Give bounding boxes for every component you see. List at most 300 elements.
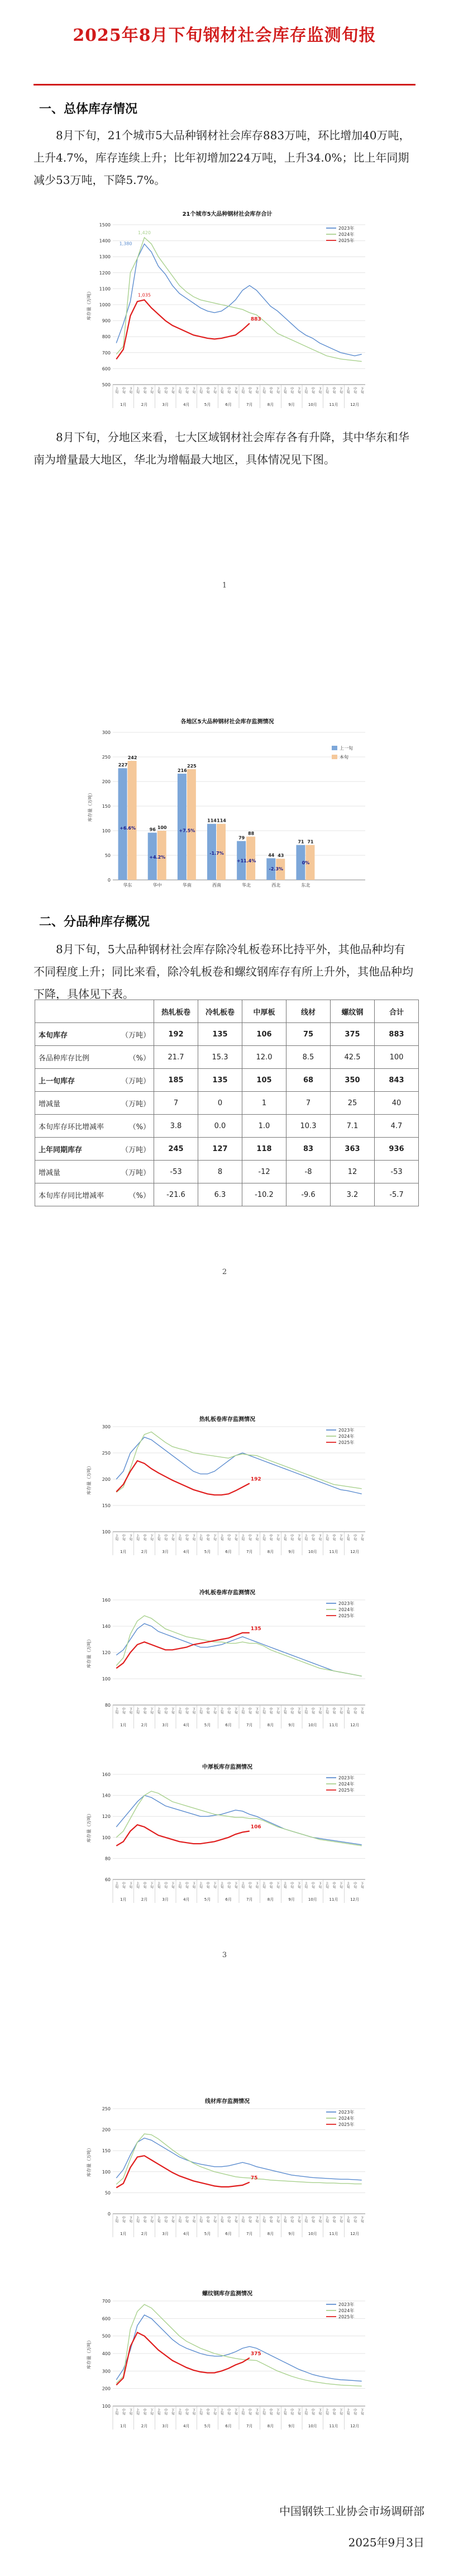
change-label: +4.2%	[149, 854, 166, 860]
x-sub-tick: 上旬	[177, 1707, 181, 1714]
table-cell: 15.3	[198, 1046, 242, 1069]
x-sub-tick: 中旬	[311, 1534, 315, 1541]
x-sub-tick: 上旬	[324, 1882, 329, 1888]
table-row	[35, 1069, 419, 1092]
x-sub-tick: 中旬	[247, 1707, 252, 1714]
row-label-text: 本旬库存同比增减率	[39, 1191, 104, 1200]
row-unit-text: （万吨）	[121, 1145, 150, 1154]
y-axis-label: 库存量（万吨）	[87, 2338, 92, 2369]
change-label: -2.3%	[269, 866, 284, 872]
x-sub-tick: 上旬	[303, 2216, 308, 2223]
legend-label: 2023年	[338, 1601, 355, 1606]
x-sub-tick: 下旬	[317, 1707, 322, 1714]
y-tick-label: 150	[102, 2148, 111, 2154]
table-cell: 375	[331, 1023, 375, 1046]
x-sub-tick: 上旬	[219, 1707, 224, 1714]
x-sub-tick: 下旬	[149, 2216, 154, 2223]
title-divider	[34, 84, 415, 86]
x-sub-tick: 下旬	[297, 1707, 301, 1714]
table-row	[35, 1023, 419, 1046]
x-sub-tick: 中旬	[247, 387, 252, 394]
x-sub-tick: 下旬	[191, 2408, 195, 2415]
row-label-text: 各品种库存比例	[39, 1054, 90, 1063]
row-label-text: 上一旬库存	[39, 1077, 75, 1086]
x-month-label: 2月	[141, 2424, 148, 2428]
x-sub-tick: 中旬	[226, 387, 231, 394]
x-sub-tick: 下旬	[212, 1534, 217, 1541]
chart-regions	[84, 716, 371, 897]
table-cell: 105	[242, 1069, 286, 1092]
legend-label: 本旬	[340, 755, 348, 760]
section-2-heading: 二、分品种库存概况	[39, 915, 150, 929]
x-sub-tick: 中旬	[269, 387, 273, 394]
table-cell: 6.3	[198, 1183, 242, 1206]
x-month-label: 3月	[162, 2232, 169, 2236]
series-line-2023年	[116, 1623, 361, 1676]
y-axis-label: 库存量（万吨）	[87, 2146, 92, 2177]
y-tick-label: 1400	[99, 238, 111, 244]
x-sub-tick: 中旬	[289, 2408, 294, 2415]
y-axis-label: 库存量（万吨）	[88, 790, 93, 822]
chart-plate	[84, 1761, 371, 1906]
x-sub-tick: 中旬	[163, 2408, 168, 2415]
x-month-label: 6月	[225, 402, 232, 407]
x-sub-tick: 下旬	[297, 2408, 301, 2415]
y-tick-label: 60	[104, 1877, 111, 1882]
x-sub-tick: 上旬	[346, 1882, 350, 1888]
x-sub-tick: 下旬	[338, 1534, 343, 1541]
x-month-label: 6月	[225, 1723, 232, 1727]
x-category-label: 华北	[242, 883, 251, 888]
x-sub-tick: 下旬	[149, 387, 154, 394]
x-month-label: 10月	[308, 402, 317, 407]
y-tick-label: 500	[102, 2333, 111, 2339]
x-month-label: 1月	[120, 1723, 127, 1727]
x-month-label: 7月	[246, 402, 253, 407]
x-sub-tick: 下旬	[233, 2216, 238, 2223]
y-tick-label: 250	[102, 2106, 111, 2111]
page-number: 2	[222, 1268, 227, 1276]
x-sub-tick: 中旬	[269, 2216, 273, 2223]
chart-title: 21个城市5大品种钢材社会库存合计	[182, 211, 273, 217]
x-sub-tick: 上旬	[324, 387, 329, 394]
y-tick-label: 300	[102, 1424, 111, 1429]
x-month-label: 12月	[350, 402, 360, 407]
table-cell: 245	[154, 1138, 198, 1161]
x-sub-tick: 上旬	[240, 1707, 245, 1714]
x-sub-tick: 中旬	[332, 2216, 336, 2223]
bar-value-label: 114	[217, 818, 226, 823]
x-sub-tick: 下旬	[233, 1534, 238, 1541]
table-row	[35, 1161, 419, 1183]
table-header-cell: 螺纹钢	[331, 1000, 375, 1023]
x-month-label: 4月	[183, 2424, 190, 2428]
y-tick-label: 100	[102, 828, 111, 834]
x-sub-tick: 上旬	[135, 1707, 140, 1714]
x-month-label: 6月	[225, 1550, 232, 1554]
x-sub-tick: 下旬	[317, 2408, 322, 2415]
table-row	[35, 1092, 419, 1115]
x-month-label: 9月	[288, 1550, 295, 1554]
section-1-paragraph-2: 8月下旬，分地区来看，七大区域钢材社会库存各有升降，其中华东和华南为增量最大地区，华北为增幅最大地区，具体情况见下图。	[34, 430, 409, 466]
table-row-label	[35, 1115, 154, 1138]
y-tick-label: 140	[102, 1624, 111, 1629]
x-sub-tick: 下旬	[191, 2216, 195, 2223]
bar-value-label: 43	[278, 853, 284, 859]
x-month-label: 12月	[350, 1550, 360, 1554]
bar-value-label: 79	[238, 835, 245, 841]
data-label-last: 883	[250, 316, 261, 323]
table-cell: 0.0	[198, 1115, 242, 1138]
table-cell: 8.5	[286, 1046, 331, 1069]
x-sub-tick: 下旬	[170, 1707, 175, 1714]
row-label-text: 本旬库存	[39, 1031, 68, 1040]
x-sub-tick: 中旬	[163, 1534, 168, 1541]
x-sub-tick: 下旬	[338, 2216, 343, 2223]
data-label-last: 192	[250, 1476, 261, 1483]
table-cell: 883	[375, 1023, 419, 1046]
y-tick-label: 600	[102, 366, 111, 372]
x-sub-tick: 上旬	[198, 387, 203, 394]
x-sub-tick: 上旬	[156, 1882, 161, 1888]
x-month-label: 12月	[350, 1897, 360, 1902]
x-sub-tick: 上旬	[135, 2408, 140, 2415]
x-sub-tick: 中旬	[121, 2408, 126, 2415]
x-sub-tick: 下旬	[191, 1707, 195, 1714]
x-sub-tick: 下旬	[170, 387, 175, 394]
x-sub-tick: 上旬	[177, 1534, 181, 1541]
x-sub-tick: 中旬	[311, 2216, 315, 2223]
data-label-last: 135	[250, 1626, 261, 1632]
chart-title: 中厚板库存监测情况	[202, 1764, 252, 1770]
table-cell: 7	[286, 1092, 331, 1115]
x-sub-tick: 上旬	[261, 2408, 266, 2415]
x-month-label: 9月	[288, 1897, 295, 1902]
chart-rebar	[84, 2288, 371, 2433]
inventory-table	[35, 1000, 419, 1206]
x-sub-tick: 上旬	[198, 2408, 203, 2415]
x-sub-tick: 下旬	[128, 1882, 132, 1888]
x-month-label: 7月	[246, 1550, 253, 1554]
x-sub-tick: 下旬	[212, 2408, 217, 2415]
x-month-label: 7月	[246, 1897, 253, 1902]
x-sub-tick: 上旬	[156, 2408, 161, 2415]
x-sub-tick: 下旬	[338, 1707, 343, 1714]
x-sub-tick: 中旬	[121, 1707, 126, 1714]
x-sub-tick: 下旬	[128, 2408, 132, 2415]
y-tick-label: 160	[102, 1598, 111, 1603]
x-sub-tick: 上旬	[303, 1534, 308, 1541]
x-sub-tick: 上旬	[261, 387, 266, 394]
x-sub-tick: 下旬	[275, 1534, 280, 1541]
row-unit-text: （万吨）	[121, 1168, 150, 1177]
bar-value-label: 114	[207, 818, 217, 823]
x-month-label: 10月	[308, 2424, 317, 2428]
x-sub-tick: 下旬	[360, 1534, 364, 1541]
x-month-label: 2月	[141, 1550, 148, 1554]
x-sub-tick: 上旬	[135, 387, 140, 394]
table-cell: 83	[286, 1138, 331, 1161]
x-sub-tick: 上旬	[346, 387, 350, 394]
x-month-label: 2月	[141, 1723, 148, 1727]
x-sub-tick: 下旬	[149, 1707, 154, 1714]
x-month-label: 11月	[329, 1897, 338, 1902]
y-tick-label: 1000	[99, 302, 111, 307]
page-number: 1	[222, 581, 227, 590]
y-tick-label: 600	[102, 2316, 111, 2322]
row-label-text: 上年同期库存	[39, 1145, 83, 1154]
table-cell: 843	[375, 1069, 419, 1092]
x-sub-tick: 中旬	[289, 2216, 294, 2223]
x-sub-tick: 下旬	[317, 387, 322, 394]
x-sub-tick: 上旬	[261, 1707, 266, 1714]
bar-value-label: 44	[268, 853, 275, 858]
x-month-label: 1月	[120, 2232, 127, 2236]
x-month-label: 12月	[350, 2424, 360, 2428]
x-sub-tick: 中旬	[121, 387, 126, 394]
data-label-last: 75	[250, 2175, 258, 2181]
x-month-label: 8月	[267, 402, 274, 407]
x-sub-tick: 中旬	[311, 2408, 315, 2415]
table-cell: -12	[242, 1161, 286, 1183]
x-month-label: 1月	[120, 2424, 127, 2428]
x-month-label: 5月	[204, 2424, 211, 2428]
x-sub-tick: 中旬	[269, 1707, 273, 1714]
x-sub-tick: 上旬	[114, 1707, 118, 1714]
legend-label: 2024年	[338, 1434, 355, 1439]
x-sub-tick: 下旬	[128, 1707, 132, 1714]
x-sub-tick: 中旬	[311, 1707, 315, 1714]
x-sub-tick: 中旬	[184, 1534, 189, 1541]
table-cell: 8	[198, 1161, 242, 1183]
x-month-label: 1月	[120, 402, 127, 407]
table-cell: 21.7	[154, 1046, 198, 1069]
table-row	[35, 1183, 419, 1206]
y-tick-label: 1200	[99, 270, 111, 276]
x-sub-tick: 中旬	[289, 387, 294, 394]
x-sub-tick: 中旬	[142, 1707, 146, 1714]
x-month-label: 10月	[308, 1550, 317, 1554]
legend-label: 上一旬	[340, 746, 353, 751]
y-tick-label: 800	[102, 334, 111, 340]
x-sub-tick: 中旬	[226, 1882, 231, 1888]
x-sub-tick: 上旬	[177, 1882, 181, 1888]
series-line-2025年	[116, 1825, 250, 1846]
x-sub-tick: 中旬	[311, 1882, 315, 1888]
series-line-2025年	[116, 1633, 250, 1668]
change-label: +7.5%	[179, 828, 195, 834]
x-sub-tick: 上旬	[114, 2408, 118, 2415]
x-sub-tick: 中旬	[121, 2216, 126, 2223]
bar-value-label: 100	[157, 825, 167, 830]
x-month-label: 12月	[350, 1723, 360, 1727]
table-cell: 192	[154, 1023, 198, 1046]
x-sub-tick: 上旬	[240, 2408, 245, 2415]
table-cell: -8	[286, 1161, 331, 1183]
x-sub-tick: 上旬	[198, 1882, 203, 1888]
peak-label: 1,420	[138, 230, 151, 235]
y-tick-label: 400	[102, 2351, 111, 2356]
x-sub-tick: 上旬	[156, 1534, 161, 1541]
section-1-paragraph-1: 8月下旬，21个城市5大品种钢材社会库存883万吨，环比增加40万吨，上升4.7%，库存连续上升；比年初增加224万吨，上升34.0%；比上年同期减少53万吨，下降5.7%。	[34, 129, 410, 187]
x-sub-tick: 上旬	[156, 387, 161, 394]
x-month-label: 2月	[141, 1897, 148, 1902]
x-sub-tick: 上旬	[303, 2408, 308, 2415]
x-sub-tick: 中旬	[206, 2408, 209, 2415]
y-tick-label: 150	[102, 1503, 111, 1508]
x-month-label: 6月	[225, 2424, 232, 2428]
x-sub-tick: 中旬	[226, 1534, 231, 1541]
peak-label: 1,035	[138, 292, 151, 298]
x-sub-tick: 下旬	[128, 387, 132, 394]
bar-value-label: 242	[127, 755, 137, 761]
y-axis-label: 库存量（万吨）	[87, 1464, 92, 1495]
x-sub-tick: 上旬	[219, 387, 224, 394]
x-month-label: 9月	[288, 402, 295, 407]
legend-label: 2025年	[338, 2122, 355, 2127]
legend-label: 2023年	[338, 226, 355, 231]
x-month-label: 1月	[120, 1897, 127, 1902]
x-month-label: 4月	[183, 1550, 190, 1554]
table-cell: 42.5	[331, 1046, 375, 1069]
x-sub-tick: 下旬	[212, 1882, 217, 1888]
x-sub-tick: 上旬	[346, 2408, 350, 2415]
x-sub-tick: 中旬	[332, 1534, 336, 1541]
table-cell: 106	[242, 1023, 286, 1046]
x-sub-tick: 上旬	[135, 2216, 140, 2223]
x-sub-tick: 上旬	[283, 387, 287, 394]
x-sub-tick: 中旬	[247, 1882, 252, 1888]
x-sub-tick: 下旬	[191, 1882, 195, 1888]
chart-title: 冷轧板卷库存监测情况	[199, 1590, 255, 1596]
x-sub-tick: 下旬	[254, 2408, 259, 2415]
table-cell: 1	[242, 1092, 286, 1115]
chart-title: 螺纹钢库存监测情况	[202, 2291, 252, 2297]
table-cell: -5.7	[375, 1183, 419, 1206]
table-cell: 0	[198, 1092, 242, 1115]
x-sub-tick: 下旬	[317, 1534, 322, 1541]
x-sub-tick: 上旬	[198, 2216, 203, 2223]
x-sub-tick: 上旬	[324, 1534, 329, 1541]
table-cell: 12.0	[242, 1046, 286, 1069]
x-sub-tick: 上旬	[156, 1707, 161, 1714]
series-line-2024年	[116, 1616, 361, 1676]
x-sub-tick: 上旬	[283, 1882, 287, 1888]
x-month-label: 4月	[183, 1723, 190, 1727]
table-cell: -53	[375, 1161, 419, 1183]
table-header-cell	[35, 1000, 154, 1023]
x-sub-tick: 中旬	[142, 2408, 146, 2415]
x-sub-tick: 上旬	[283, 1534, 287, 1541]
x-sub-tick: 中旬	[352, 2408, 357, 2415]
x-sub-tick: 上旬	[240, 387, 245, 394]
x-month-label: 1月	[120, 1550, 127, 1554]
table-header-cell: 中厚板	[242, 1000, 286, 1023]
table-cell: 135	[198, 1069, 242, 1092]
bar-value-label: 71	[307, 839, 314, 845]
x-sub-tick: 下旬	[170, 2408, 175, 2415]
x-month-label: 12月	[350, 2232, 360, 2236]
bar-上一旬	[118, 768, 127, 880]
y-tick-label: 100	[102, 1677, 111, 1682]
series-line-2023年	[116, 2138, 361, 2180]
x-sub-tick: 中旬	[269, 2408, 273, 2415]
y-tick-label: 100	[102, 1835, 111, 1840]
x-sub-tick: 下旬	[170, 2216, 175, 2223]
chart-wire	[84, 2095, 371, 2241]
table-row	[35, 1138, 419, 1161]
x-sub-tick: 上旬	[114, 1882, 118, 1888]
x-sub-tick: 中旬	[206, 2216, 209, 2223]
x-sub-tick: 上旬	[240, 1882, 245, 1888]
x-sub-tick: 下旬	[128, 2216, 132, 2223]
x-sub-tick: 下旬	[149, 1882, 154, 1888]
x-sub-tick: 下旬	[360, 387, 364, 394]
x-month-label: 3月	[162, 1897, 169, 1902]
x-sub-tick: 上旬	[303, 387, 308, 394]
x-sub-tick: 中旬	[184, 1707, 189, 1714]
x-month-label: 8月	[267, 1550, 274, 1554]
y-tick-label: 140	[102, 1793, 111, 1798]
x-sub-tick: 下旬	[212, 387, 217, 394]
x-sub-tick: 下旬	[297, 1882, 301, 1888]
x-sub-tick: 上旬	[219, 2408, 224, 2415]
x-sub-tick: 上旬	[261, 1882, 266, 1888]
y-tick-label: 120	[102, 1650, 111, 1655]
x-sub-tick: 中旬	[226, 2408, 231, 2415]
bar-value-label: 88	[248, 831, 255, 836]
row-unit-text: （%）	[128, 1191, 150, 1200]
x-sub-tick: 下旬	[275, 387, 280, 394]
x-sub-tick: 下旬	[275, 1882, 280, 1888]
x-sub-tick: 中旬	[269, 1534, 273, 1541]
x-sub-tick: 上旬	[324, 2408, 329, 2415]
x-sub-tick: 中旬	[352, 1534, 357, 1541]
bar-value-label: 71	[298, 839, 304, 845]
y-tick-label: 0	[107, 2212, 111, 2217]
legend-label: 2024年	[338, 2116, 355, 2121]
x-sub-tick: 中旬	[289, 1882, 294, 1888]
y-tick-label: 300	[102, 730, 111, 735]
table-cell: 3.2	[331, 1183, 375, 1206]
x-sub-tick: 中旬	[352, 1882, 357, 1888]
x-sub-tick: 中旬	[269, 1882, 273, 1888]
table-cell: 25	[331, 1092, 375, 1115]
y-tick-label: 700	[102, 2299, 111, 2304]
y-tick-label: 120	[102, 1814, 111, 1820]
chart-hot-rolled	[84, 1413, 371, 1559]
x-month-label: 2月	[141, 2232, 148, 2236]
x-sub-tick: 中旬	[142, 2216, 146, 2223]
section-1-heading: 一、总体库存情况	[39, 102, 138, 116]
bar-value-label: 227	[118, 763, 128, 768]
y-tick-label: 1100	[99, 286, 111, 292]
x-sub-tick: 下旬	[254, 1707, 259, 1714]
bar-本旬	[187, 769, 196, 880]
x-sub-tick: 下旬	[254, 1882, 259, 1888]
table-cell: 185	[154, 1069, 198, 1092]
y-tick-label: 100	[102, 2404, 111, 2409]
table-cell: -9.6	[286, 1183, 331, 1206]
x-category-label: 西南	[212, 883, 221, 888]
x-sub-tick: 下旬	[338, 1882, 343, 1888]
change-label: 0%	[302, 860, 310, 865]
x-sub-tick: 下旬	[254, 2216, 259, 2223]
x-month-label: 5月	[204, 1897, 211, 1902]
y-axis-label: 库存量（万吨）	[87, 1811, 92, 1843]
table-row-label	[35, 1023, 154, 1046]
y-tick-label: 50	[104, 853, 111, 858]
